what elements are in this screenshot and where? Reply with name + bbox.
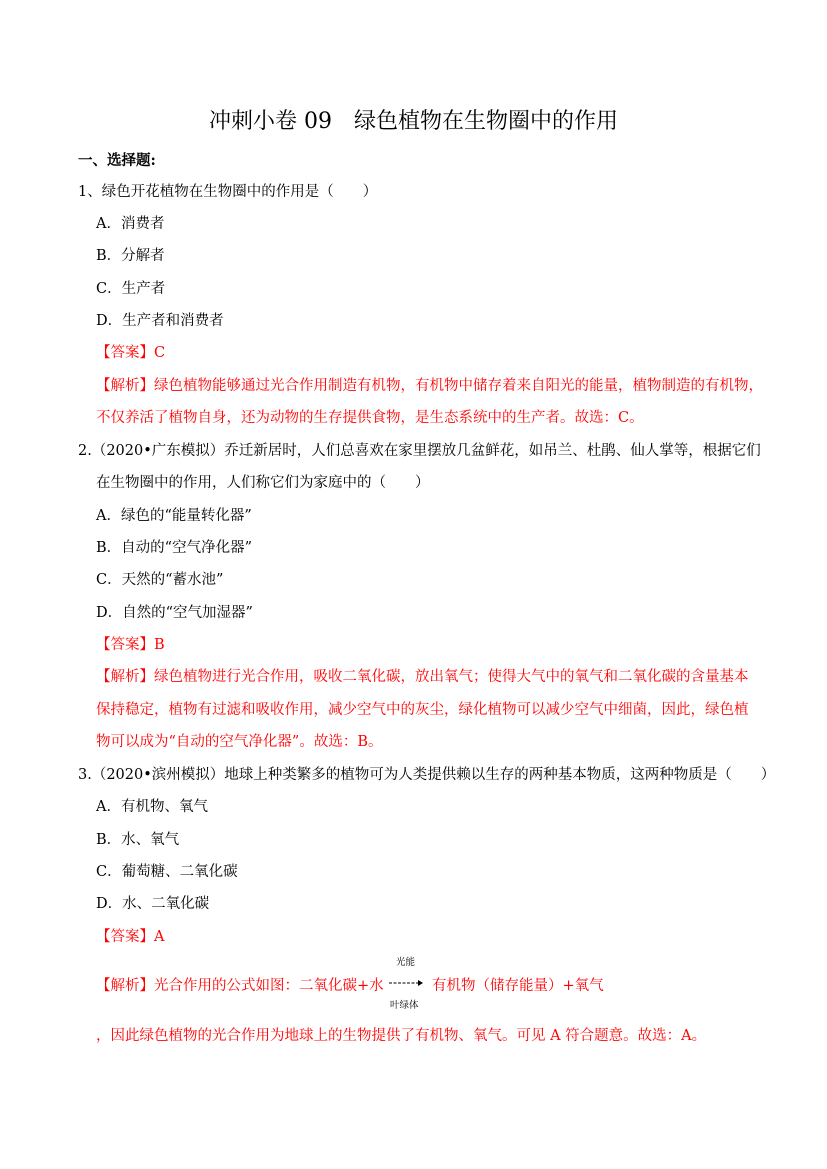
q1-analysis-line-1: 【解析】绿色植物能够通过光合作用制造有机物，有机物中储存着来自阳光的能量，植物制造的有机物，	[96, 378, 763, 394]
q1-option-b: B．分解者	[96, 248, 165, 264]
q3-option-b: B．水、氧气	[96, 832, 180, 848]
q1-analysis-line-2: 不仅养活了植物自身，还为动物的生存提供食物，是生态系统中的生产者。故选：C。	[96, 410, 644, 426]
q2-option-c: C．天然的“蓄水池”	[96, 572, 224, 588]
q3-formula-product: 有机物（储存能量）+氧气	[432, 978, 604, 994]
q2-stem-line-2: 在生物圈中的作用，人们称它们为家庭中的（ ）	[96, 475, 430, 491]
q1-option-d: D．生产者和消费者	[96, 313, 224, 329]
q1-option-c: C．生产者	[96, 281, 166, 297]
q2-analysis-line-1: 【解析】绿色植物进行光合作用，吸收二氧化碳，放出氧气；使得大气中的氧气和二氧化碳的含量基本	[96, 669, 749, 685]
q1-answer: 【答案】C	[96, 345, 166, 361]
q3-answer: 【答案】A	[96, 929, 165, 945]
formula-condition-light: 光能	[396, 957, 416, 968]
formula-condition-chloroplast: 叶绿体	[390, 1000, 419, 1011]
q2-option-d: D．自然的“空气加湿器”	[96, 605, 253, 621]
q2-answer: 【答案】B	[96, 637, 165, 653]
q3-analysis-prefix: 【解析】光合作用的公式如图：二氧化碳+水	[96, 978, 384, 994]
q1-stem: 1、绿色开花植物在生物圈中的作用是（ ）	[78, 184, 378, 200]
q2-option-b: B．自动的“空气净化器”	[96, 540, 252, 556]
q1-option-a: A．消费者	[96, 216, 165, 232]
q3-stem: 3.（2020•滨州模拟）地球上种类繁多的植物可为人类提供赖以生存的两种基本物质，这两种物质是（ ）	[78, 767, 776, 783]
q3-analysis-end: ，因此绿色植物的光合作用为地球上的生物提供了有机物、氧气。可见 A 符合题意。故选：A。	[96, 1028, 707, 1044]
q2-stem-line-1: 2.（2020•广东模拟）乔迁新居时，人们总喜欢在家里摆放几盆鲜花，如吊兰、杜鹃、仙人掌等，根据它们	[78, 443, 761, 459]
reaction-arrow-icon	[388, 979, 424, 987]
page-title: 冲刺小卷 09 绿色植物在生物圈中的作用	[209, 109, 618, 134]
q3-option-c: C．葡萄糖、二氧化碳	[96, 864, 238, 880]
q3-option-d: D．水、二氧化碳	[96, 896, 210, 912]
q2-option-a: A．绿色的“能量转化器”	[96, 508, 252, 524]
section-heading: 一、选择题:	[78, 152, 156, 169]
q2-analysis-line-3: 物可以成为“自动的空气净化器”。故选：B。	[96, 734, 383, 750]
q2-analysis-line-2: 保持稳定，植物有过滤和吸收作用，减少空气中的灰尘，绿化植物可以减少空气中细菌，因此，绿色植	[96, 702, 749, 718]
q3-option-a: A．有机物、氧气	[96, 799, 208, 815]
